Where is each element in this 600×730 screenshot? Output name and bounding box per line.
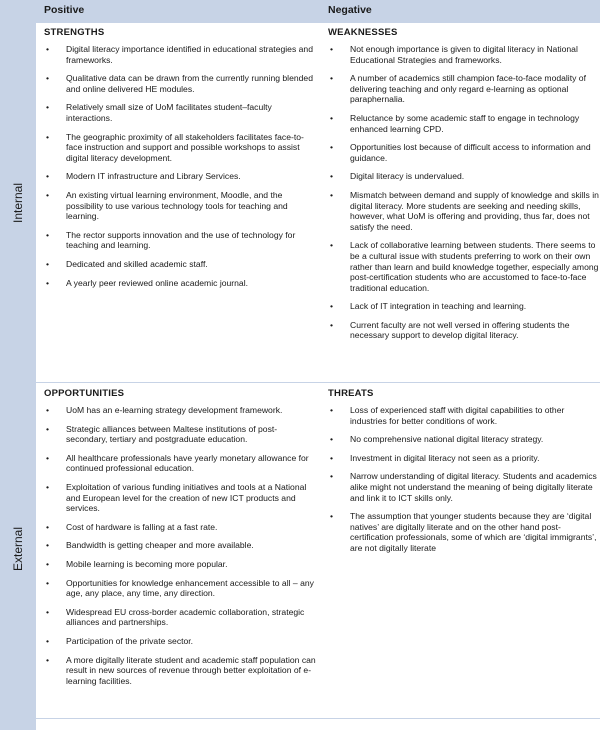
list-item: • Digital literacy importance identified in educational strategies and frameworks. — [44, 44, 316, 65]
list-item: • Narrow understanding of digital literacy. Students and academics alike might not understand the meaning of being digitally literate and link it to ICT skills only. — [328, 471, 600, 503]
list-item: • Not enough importance is given to digital literacy in National Educational Strategies and frameworks. — [328, 44, 600, 65]
list-item: • Cost of hardware is falling at a fast rate. — [44, 522, 316, 533]
list-item: • Qualitative data can be drawn from the currently running blended and online delivered HE modules. — [44, 73, 316, 94]
strengths-list — [44, 44, 316, 288]
positive-header: Positive — [44, 4, 85, 16]
list-item: • Participation of the private sector. — [44, 636, 316, 647]
strengths-section — [44, 27, 316, 296]
list-item: • No comprehensive national digital literacy strategy. — [328, 434, 600, 445]
external-label: External — [11, 526, 25, 572]
threats-list — [328, 405, 600, 554]
weaknesses-section — [328, 27, 600, 349]
list-item: • An existing virtual learning environment, Moodle, and the possibility to use various technology tools for teaching and learning. — [44, 190, 316, 222]
list-item: • Dedicated and skilled academic staff. — [44, 259, 316, 270]
list-item: • Loss of experienced staff with digital capabilities to other industries for better conditions of work. — [328, 405, 600, 426]
list-item: • Lack of IT integration in teaching and learning. — [328, 301, 600, 312]
opportunities-title: OPPORTUNITIES — [44, 388, 125, 399]
weaknesses-list — [328, 44, 600, 341]
list-item: • Mismatch between demand and supply of knowledge and skills in digital literacy. More students are seeking and needing skills, however, what UoM is offering and providing, thus far, does not satisfy the need. — [328, 190, 600, 232]
list-item: • Bandwidth is getting cheaper and more available. — [44, 540, 316, 551]
list-item: • Strategic alliances between Maltese institutions of post-secondary, tertiary and postgraduate education. — [44, 424, 316, 445]
divider — [36, 382, 600, 383]
strengths-title: STRENGTHS — [44, 27, 105, 38]
list-item: • Investment in digital literacy not seen as a priority. — [328, 453, 600, 464]
list-item: • UoM has an e-learning strategy development framework. — [44, 405, 316, 416]
header-band — [0, 0, 600, 22]
list-item: • Digital literacy is undervalued. — [328, 171, 600, 182]
opportunities-section — [44, 388, 316, 694]
list-item: • A number of academics still champion face-to-face modality of delivering teaching and only regard e-learning as optional paraphernalia. — [328, 73, 600, 105]
divider — [36, 718, 600, 719]
threats-title: THREATS — [328, 388, 374, 399]
opportunities-list — [44, 405, 316, 686]
list-item: • Lack of collaborative learning between students. There seems to be a cultural issue with students preferring to work on their own rather than learn and build knowledge together, especially among post-certification students who are accustomed to face-to-face traditional education. — [328, 240, 600, 293]
list-item: • Opportunities lost because of difficult access to information and guidance. — [328, 142, 600, 163]
list-item: • Mobile learning is becoming more popular. — [44, 559, 316, 570]
divider — [36, 22, 600, 23]
list-item: • Widespread EU cross-border academic collaboration, strategic alliances and partnerships. — [44, 607, 316, 628]
list-item: • Exploitation of various funding initiatives and tools at a National and European level for the creation of new ICT products and services. — [44, 482, 316, 514]
list-item: • Current faculty are not well versed in offering students the necessary support to develop digital literacy. — [328, 320, 600, 341]
list-item: • Reluctance by some academic staff to engage in technology enhanced learning CPD. — [328, 113, 600, 134]
threats-section — [328, 388, 600, 562]
list-item: • Opportunities for knowledge enhancement accessible to all – any age, any place, any time, any direction. — [44, 578, 316, 599]
list-item: • The geographic proximity of all stakeholders facilitates face-to-face instruction and support and possible workshops to assist digital literacy development. — [44, 132, 316, 164]
negative-header: Negative — [328, 4, 372, 16]
list-item: • A yearly peer reviewed online academic journal. — [44, 278, 316, 289]
list-item: • All healthcare professionals have yearly monetary allowance for continued professional education. — [44, 453, 316, 474]
list-item: • A more digitally literate student and academic staff population can result in new sources of revenue through better exploitation of e-learning facilities. — [44, 655, 316, 687]
list-item: • Relatively small size of UoM facilitates student–faculty interactions. — [44, 102, 316, 123]
list-item: • The rector supports innovation and the use of technology for teaching and learning. — [44, 230, 316, 251]
weaknesses-title: WEAKNESSES — [328, 27, 398, 38]
list-item: • Modern IT infrastructure and Library Services. — [44, 171, 316, 182]
side-band — [0, 0, 36, 730]
list-item: • The assumption that younger students because they are ‘digital natives’ are digitally literate and on the other hand post-certification professionals, some of which are ‘digital immigrants’, are not digitally literate — [328, 511, 600, 553]
internal-label: Internal — [11, 182, 25, 224]
